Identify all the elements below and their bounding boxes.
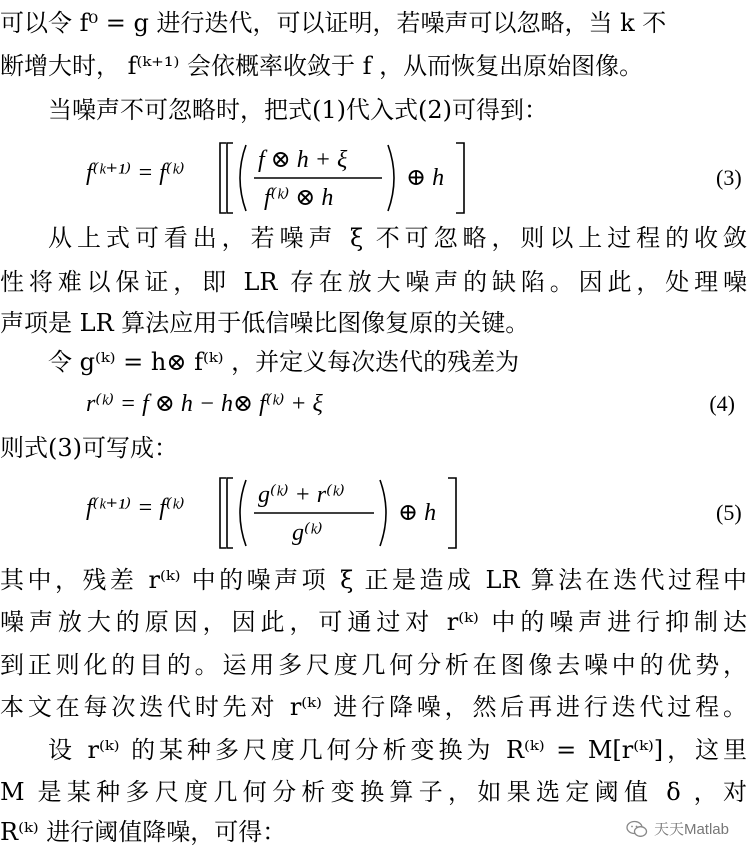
eq3-denominator: f⁽ᵏ⁾ ⊗ h bbox=[264, 185, 334, 211]
eq3-number: (3) bbox=[716, 165, 742, 190]
eq3-lhs: f⁽ᵏ⁺¹⁾ = f⁽ᵏ⁾ bbox=[86, 160, 185, 186]
paragraph-line: R⁽ᵏ⁾ 进行阈值降噪，可得： bbox=[0, 818, 287, 846]
eq5-tail: ⊕ h bbox=[398, 500, 437, 526]
eq5-numerator: g⁽ᵏ⁾ + r⁽ᵏ⁾ bbox=[258, 482, 345, 508]
paragraph-line: 到正则化的目的。运用多尺度几何分析在图像去噪中的优势， bbox=[0, 651, 747, 679]
watermark-label: 天天Matlab bbox=[653, 821, 729, 838]
wechat-icon bbox=[626, 820, 648, 838]
paragraph-line: 设 r⁽ᵏ⁾ 的某种多尺度几何分析变换为 R⁽ᵏ⁾ = M[r⁽ᵏ⁾]，这里 bbox=[48, 736, 747, 764]
paragraph-line: 断增大时， f⁽ᵏ⁺¹⁾ 会依概率收敛于 f ，从而恢复出原始图像。 bbox=[0, 52, 644, 80]
paragraph-line: 令 g⁽ᵏ⁾ = h⊗ f⁽ᵏ⁾ ，并定义每次迭代的残差为 bbox=[48, 348, 520, 376]
eq5-lhs: f⁽ᵏ⁺¹⁾ = f⁽ᵏ⁾ bbox=[86, 495, 185, 521]
paragraph-line: 声项是 LR 算法应用于低信噪比图像复原的关键。 bbox=[0, 309, 530, 337]
paragraph-line: 可以令 f⁰ = g 进行迭代，可以证明，若噪声可以忽略，当 k 不 bbox=[0, 9, 667, 37]
eq3-numerator: f ⊗ h + ξ bbox=[258, 147, 348, 173]
eq4-number: (4) bbox=[709, 391, 735, 416]
eq3-tail: ⊕ h bbox=[406, 165, 445, 191]
paragraph-line: 其中，残差 r⁽ᵏ⁾ 中的噪声项 ξ 正是造成 LR 算法在迭代过程中 bbox=[0, 566, 747, 594]
paragraph-line: 则式(3)可写成： bbox=[0, 434, 178, 462]
eq5-denominator: g⁽ᵏ⁾ bbox=[292, 520, 323, 546]
paragraph-line: 从上式可看出，若噪声 ξ 不可忽略，则以上过程的收敛 bbox=[48, 224, 747, 252]
equation-5-graphic bbox=[86, 470, 746, 550]
paragraph-line: 性将难以保证，即 LR 存在放大噪声的缺陷。因此，处理噪 bbox=[0, 268, 747, 296]
equation-4 bbox=[86, 384, 741, 424]
paragraph-line: 噪声放大的原因，因此，可通过对 r⁽ᵏ⁾ 中的噪声进行抑制达 bbox=[0, 608, 747, 636]
equation-3-graphic bbox=[86, 135, 746, 215]
paragraph-line: 本文在每次迭代时先对 r⁽ᵏ⁾ 进行降噪，然后再进行迭代过程。 bbox=[0, 693, 747, 721]
paragraph-line: M 是某种多尺度几何分析变换算子，如果选定阈值 δ ，对 bbox=[0, 778, 747, 806]
eq4-text: r⁽ᵏ⁾ = f ⊗ h − h⊗ f⁽ᵏ⁾ + ξ bbox=[86, 391, 323, 417]
paragraph-line: 当噪声不可忽略时，把式(1)代入式(2)可得到： bbox=[48, 96, 548, 124]
watermark bbox=[626, 818, 729, 839]
eq5-number: (5) bbox=[716, 500, 742, 525]
